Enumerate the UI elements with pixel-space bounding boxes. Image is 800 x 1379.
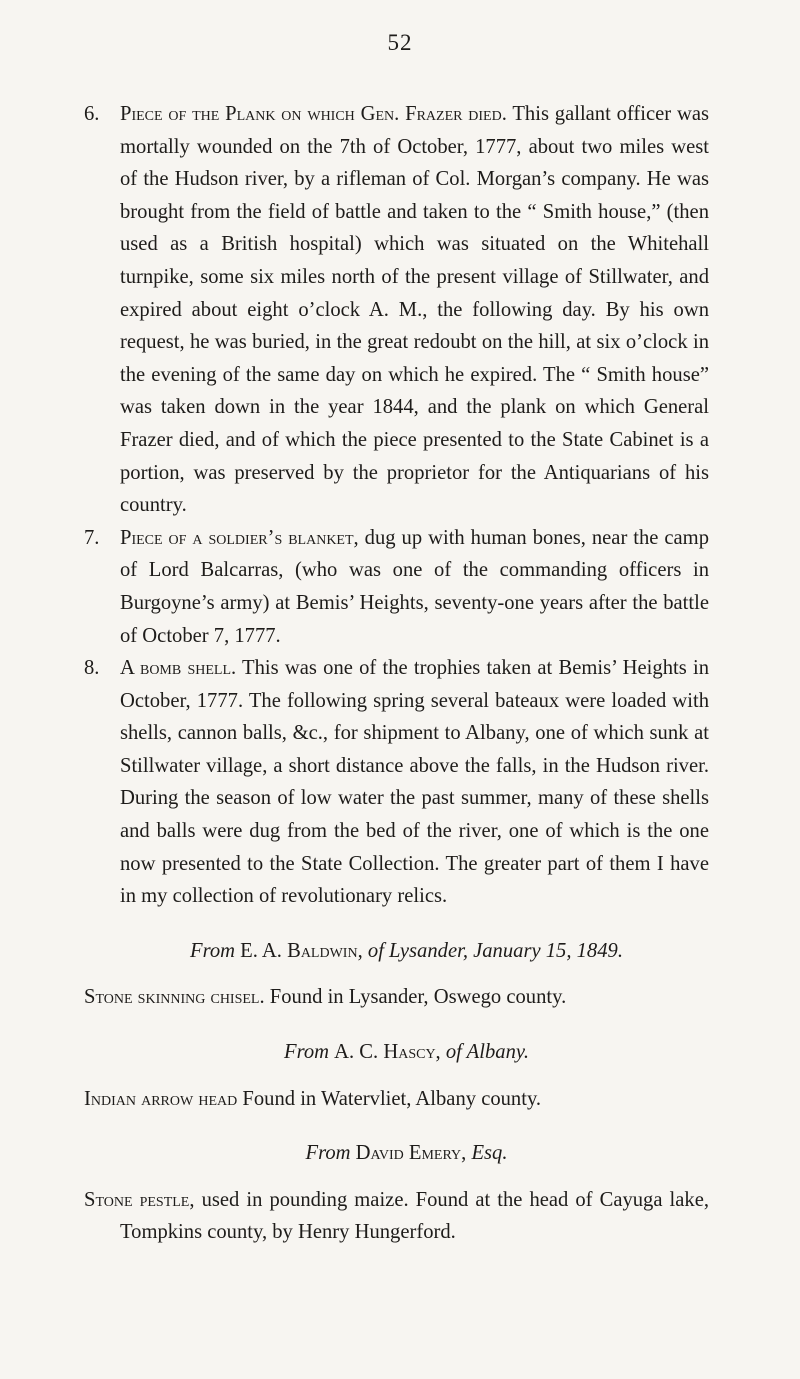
item-description: Found in Lysander, Oswego county. bbox=[269, 986, 567, 1009]
item-description: used in pounding maize. Found at the head of Cayuga lake, Tompkins county, by Henry Hungerford. bbox=[120, 1188, 709, 1244]
catalog-entry-7 bbox=[84, 522, 709, 652]
entry-number: 7. bbox=[84, 526, 100, 549]
donor-name: E. A. Baldwin, bbox=[240, 939, 363, 962]
donor-suffix: of Lysander, January 15, 1849. bbox=[367, 939, 623, 962]
entry-body: dug up with human bones, near the camp of Lord Balcarras, (who was one of the commanding officers in Burgoyne’s army) at Bemis’ Heights, seventy-one years after the battle of October 7, 1777. bbox=[120, 526, 710, 647]
page-body bbox=[84, 98, 709, 1249]
item-title: Indian arrow head bbox=[84, 1087, 238, 1110]
item-description: Found in Watervliet, Albany county. bbox=[242, 1087, 542, 1110]
item-title: Stone skinning chisel. bbox=[84, 986, 265, 1009]
catalog-entry-6 bbox=[84, 98, 709, 522]
donor-heading-hascy bbox=[84, 1036, 709, 1069]
catalog-entry-8 bbox=[84, 652, 709, 913]
donor-name: A. C. Hascy, bbox=[334, 1041, 441, 1064]
donor-suffix: Esq. bbox=[471, 1142, 508, 1165]
donated-item-arrow-head bbox=[84, 1083, 709, 1116]
entry-title: A bomb shell. bbox=[120, 657, 237, 680]
entry-title: Piece of the Plank on which Gen. Frazer died. bbox=[120, 103, 507, 125]
donor-name: David Emery, bbox=[355, 1142, 467, 1165]
entry-title: Piece of a soldier’s blanket, bbox=[120, 526, 359, 549]
entry-number: 8. bbox=[84, 657, 100, 680]
donor-heading-baldwin bbox=[84, 935, 709, 968]
page-number: 52 bbox=[387, 30, 413, 55]
donated-item-stone-chisel bbox=[84, 981, 709, 1014]
donated-item-stone-pestle bbox=[84, 1184, 709, 1249]
donor-prefix: From bbox=[283, 1041, 329, 1064]
entry-number: 6. bbox=[84, 103, 100, 125]
item-title: Stone pestle, bbox=[84, 1188, 195, 1211]
donor-heading-emery bbox=[84, 1137, 709, 1170]
entry-body: This was one of the trophies taken at Bemis’ Heights in October, 1777. The following spring several bateaux were loaded with shells, cannon balls, &c., for shipment to Albany, one of which sunk at Stillwater village, a short distance above the falls, in the Hudson river. During the season of low water the past summer, many of these shells and balls were dug from the bed of the river, one of which is the one now presented to the State Collection. The greater part of them I have in my collection of revolutionary relics. bbox=[120, 657, 709, 908]
donor-prefix: From bbox=[305, 1142, 351, 1165]
donor-prefix: From bbox=[190, 939, 236, 962]
entry-body: This gallant officer was mortally wounded on the 7th of October, 1777, about two miles west of the Hudson river, by a rifleman of Col. Morgan’s company. He was brought from the field of battle and taken to the “ Smith house,” (then used as a British hospital) which was situated on the Whitehall turnpike, some six miles north of the present village of Stillwater, and expired about eight o’clock A. M., the following day. By his own request, he was buried, in the great redoubt on the hill, at six o’clock in the evening of the same day on which he expired. The “ Smith house” was taken down in the year 1844, and the plank on which General Frazer died, and of which the piece presented to the State Cabinet is a portion, was preserved by the proprietor for the Antiquarians of his country. bbox=[120, 103, 709, 517]
donor-suffix: of Albany. bbox=[445, 1041, 530, 1064]
